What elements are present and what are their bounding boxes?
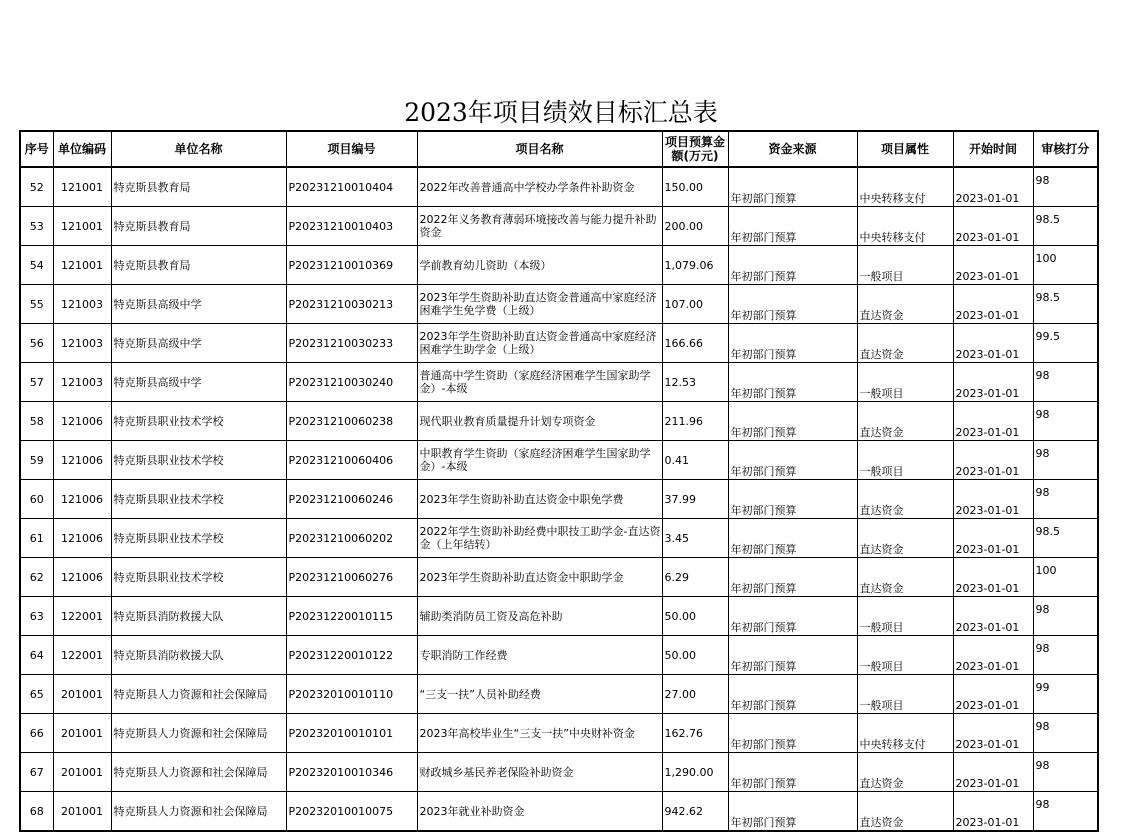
- cell-score-text: 98: [1035, 798, 1050, 811]
- cell-project-code: P20231210030213: [286, 285, 417, 324]
- cell-project-attr-text: 中央转移支付: [859, 231, 926, 244]
- table-row: [20, 558, 1098, 597]
- cell-score-text: 98: [1035, 603, 1050, 616]
- cell-budget: 200.00: [662, 207, 728, 246]
- cell-score-text: 98.5: [1035, 213, 1060, 226]
- cell-project-code: P20232010010110: [286, 675, 417, 714]
- cell-fund-source-text: 年初部门预算: [730, 816, 797, 829]
- cell-project-attr: [857, 558, 953, 597]
- cell-score: [1033, 636, 1098, 675]
- cell-start-time: [953, 167, 1033, 207]
- cell-start-time: [953, 753, 1033, 792]
- cell-project-attr: [857, 402, 953, 441]
- cell-project-attr-text: 一般项目: [859, 387, 904, 400]
- cell-seq: 65: [20, 675, 53, 714]
- cell-unit-name: 特克斯县职业技术学校: [111, 558, 286, 597]
- cell-budget: 211.96: [662, 402, 728, 441]
- summary-table: [19, 130, 1099, 832]
- cell-project-code: P20232010010346: [286, 753, 417, 792]
- header-unit-code: 单位编码: [53, 131, 111, 167]
- cell-project-name: 普通高中学生资助（家庭经济困难学生国家助学金）-本级: [417, 363, 662, 402]
- cell-project-code: P20231210060202: [286, 519, 417, 558]
- cell-project-code: P20231210060406: [286, 441, 417, 480]
- cell-fund-source-text: 年初部门预算: [730, 348, 797, 361]
- cell-unit-code: 201001: [53, 792, 111, 832]
- cell-project-code: P20231210060246: [286, 480, 417, 519]
- table-row: [20, 363, 1098, 402]
- cell-fund-source: [728, 753, 857, 792]
- header-project-attr: 项目属性: [857, 131, 953, 167]
- cell-score-text: 98: [1035, 174, 1050, 187]
- cell-project-name: 现代职业教育质量提升计划专项资金: [417, 402, 662, 441]
- cell-fund-source: [728, 558, 857, 597]
- cell-project-attr-text: 一般项目: [859, 621, 904, 634]
- cell-start-time-text: 2023-01-01: [955, 426, 1020, 439]
- cell-project-name: 财政城乡基民养老保险补助资金: [417, 753, 662, 792]
- cell-fund-source: [728, 597, 857, 636]
- cell-score-text: 99.5: [1035, 330, 1060, 343]
- cell-project-attr: [857, 363, 953, 402]
- cell-unit-code: 121001: [53, 167, 111, 207]
- cell-budget: 50.00: [662, 597, 728, 636]
- cell-start-time-text: 2023-01-01: [955, 309, 1020, 322]
- cell-fund-source: [728, 402, 857, 441]
- cell-fund-source: [728, 714, 857, 753]
- cell-project-attr-text: 直达资金: [859, 426, 904, 439]
- cell-budget: 162.76: [662, 714, 728, 753]
- cell-seq: 53: [20, 207, 53, 246]
- cell-start-time: [953, 792, 1033, 832]
- cell-project-attr-text: 直达资金: [859, 582, 904, 595]
- cell-start-time: [953, 714, 1033, 753]
- cell-score-text: 98.5: [1035, 525, 1060, 538]
- table-row: [20, 675, 1098, 714]
- cell-project-attr-text: 直达资金: [859, 504, 904, 517]
- cell-project-code: P20231210010404: [286, 167, 417, 207]
- cell-unit-code: 201001: [53, 714, 111, 753]
- cell-start-time: [953, 441, 1033, 480]
- cell-fund-source: [728, 285, 857, 324]
- cell-seq: 60: [20, 480, 53, 519]
- cell-seq: 56: [20, 324, 53, 363]
- cell-project-attr: [857, 792, 953, 832]
- cell-unit-name: 特克斯县职业技术学校: [111, 402, 286, 441]
- cell-budget: 166.66: [662, 324, 728, 363]
- cell-unit-name: 特克斯县高级中学: [111, 285, 286, 324]
- cell-start-time: [953, 246, 1033, 285]
- cell-unit-code: 121001: [53, 207, 111, 246]
- table-row: [20, 324, 1098, 363]
- table-row: [20, 792, 1098, 832]
- cell-start-time-text: 2023-01-01: [955, 231, 1020, 244]
- cell-project-name: 2023年高校毕业生“三支一扶”中央财补资金: [417, 714, 662, 753]
- cell-project-name: 2023年学生资助补助直达资金普通高中家庭经济困难学生助学金（上级）: [417, 324, 662, 363]
- cell-unit-code: 121003: [53, 363, 111, 402]
- table-row: [20, 480, 1098, 519]
- cell-project-code: P20231210010369: [286, 246, 417, 285]
- cell-unit-code: 121006: [53, 402, 111, 441]
- cell-project-name: 中职教育学生资助（家庭经济困难学生国家助学金）-本级: [417, 441, 662, 480]
- cell-fund-source-text: 年初部门预算: [730, 465, 797, 478]
- cell-project-code: P20231210060276: [286, 558, 417, 597]
- cell-unit-name: 特克斯县职业技术学校: [111, 519, 286, 558]
- cell-unit-code: 201001: [53, 675, 111, 714]
- cell-unit-code: 121003: [53, 285, 111, 324]
- cell-fund-source: [728, 675, 857, 714]
- cell-score-text: 98: [1035, 447, 1050, 460]
- header-score: 审核打分: [1033, 131, 1098, 167]
- cell-project-attr-text: 直达资金: [859, 543, 904, 556]
- cell-unit-name: 特克斯县职业技术学校: [111, 441, 286, 480]
- cell-project-code: P20231220010122: [286, 636, 417, 675]
- cell-score: [1033, 285, 1098, 324]
- cell-seq: 57: [20, 363, 53, 402]
- page-title: 2023年项目绩效目标汇总表: [404, 98, 718, 127]
- cell-start-time: [953, 207, 1033, 246]
- cell-project-attr: [857, 714, 953, 753]
- cell-seq: 62: [20, 558, 53, 597]
- cell-project-name: 2023年学生资助补助直达资金中职免学费: [417, 480, 662, 519]
- cell-fund-source-text: 年初部门预算: [730, 582, 797, 595]
- cell-budget: 27.00: [662, 675, 728, 714]
- cell-project-code: P20231220010115: [286, 597, 417, 636]
- cell-project-attr: [857, 207, 953, 246]
- cell-seq: 67: [20, 753, 53, 792]
- cell-unit-code: 121003: [53, 324, 111, 363]
- cell-budget: 6.29: [662, 558, 728, 597]
- cell-score-text: 99: [1035, 681, 1050, 694]
- cell-seq: 54: [20, 246, 53, 285]
- cell-start-time-text: 2023-01-01: [955, 465, 1020, 478]
- table-row: [20, 402, 1098, 441]
- cell-unit-name: 特克斯县消防救援大队: [111, 597, 286, 636]
- cell-score-text: 98: [1035, 759, 1050, 772]
- cell-seq: 64: [20, 636, 53, 675]
- cell-score: [1033, 246, 1098, 285]
- header-start-time: 开始时间: [953, 131, 1033, 167]
- cell-score: [1033, 441, 1098, 480]
- cell-start-time-text: 2023-01-01: [955, 192, 1020, 205]
- header-unit-name: 单位名称: [111, 131, 286, 167]
- cell-start-time-text: 2023-01-01: [955, 660, 1020, 673]
- cell-unit-code: 121006: [53, 441, 111, 480]
- cell-fund-source: [728, 480, 857, 519]
- cell-fund-source-text: 年初部门预算: [730, 387, 797, 400]
- cell-project-name: 2022年义务教育薄弱环境接改善与能力提升补助资金: [417, 207, 662, 246]
- cell-start-time: [953, 402, 1033, 441]
- cell-project-name: 辅助类消防员工资及高危补助: [417, 597, 662, 636]
- cell-start-time: [953, 519, 1033, 558]
- table-header-row: [20, 131, 1098, 167]
- cell-project-code: P20231210060238: [286, 402, 417, 441]
- cell-score-text: 98: [1035, 642, 1050, 655]
- cell-seq: 52: [20, 167, 53, 207]
- cell-seq: 63: [20, 597, 53, 636]
- cell-score: [1033, 519, 1098, 558]
- cell-start-time-text: 2023-01-01: [955, 582, 1020, 595]
- cell-score: [1033, 363, 1098, 402]
- cell-score: [1033, 792, 1098, 832]
- cell-project-code: P20231210030233: [286, 324, 417, 363]
- cell-score: [1033, 480, 1098, 519]
- table-row: [20, 714, 1098, 753]
- cell-start-time-text: 2023-01-01: [955, 816, 1020, 829]
- cell-score-text: 100: [1035, 564, 1057, 577]
- cell-score-text: 98: [1035, 486, 1050, 499]
- cell-start-time-text: 2023-01-01: [955, 777, 1020, 790]
- cell-project-attr-text: 一般项目: [859, 465, 904, 478]
- cell-unit-code: 121001: [53, 246, 111, 285]
- cell-project-attr: [857, 597, 953, 636]
- cell-fund-source: [728, 363, 857, 402]
- cell-seq: 68: [20, 792, 53, 832]
- cell-score: [1033, 714, 1098, 753]
- cell-fund-source-text: 年初部门预算: [730, 738, 797, 751]
- cell-budget: 3.45: [662, 519, 728, 558]
- cell-score-text: 98.5: [1035, 291, 1060, 304]
- cell-fund-source: [728, 324, 857, 363]
- cell-seq: 66: [20, 714, 53, 753]
- cell-start-time-text: 2023-01-01: [955, 348, 1020, 361]
- cell-fund-source: [728, 441, 857, 480]
- cell-unit-code: 121006: [53, 519, 111, 558]
- cell-start-time-text: 2023-01-01: [955, 270, 1020, 283]
- cell-project-name: 2022年学生资助补助经费中职技工助学金-直达资金（上年结转）: [417, 519, 662, 558]
- cell-project-attr: [857, 636, 953, 675]
- table-row: [20, 167, 1098, 207]
- header-seq: 序号: [20, 131, 53, 167]
- cell-unit-code: 121006: [53, 558, 111, 597]
- cell-project-code: P20232010010101: [286, 714, 417, 753]
- cell-project-attr-text: 一般项目: [859, 660, 904, 673]
- cell-unit-name: 特克斯县教育局: [111, 246, 286, 285]
- cell-project-attr: [857, 480, 953, 519]
- cell-budget: 1,079.06: [662, 246, 728, 285]
- cell-start-time: [953, 597, 1033, 636]
- cell-project-attr-text: 直达资金: [859, 309, 904, 322]
- header-project-code: 项目编号: [286, 131, 417, 167]
- cell-unit-code: 122001: [53, 597, 111, 636]
- cell-budget: 1,290.00: [662, 753, 728, 792]
- cell-score: [1033, 402, 1098, 441]
- table-row: [20, 753, 1098, 792]
- cell-unit-name: 特克斯县职业技术学校: [111, 480, 286, 519]
- cell-start-time: [953, 636, 1033, 675]
- cell-score: [1033, 675, 1098, 714]
- cell-seq: 59: [20, 441, 53, 480]
- cell-unit-name: 特克斯县人力资源和社会保障局: [111, 675, 286, 714]
- cell-score: [1033, 167, 1098, 207]
- cell-project-attr: [857, 753, 953, 792]
- cell-budget: 107.00: [662, 285, 728, 324]
- cell-score-text: 98: [1035, 720, 1050, 733]
- cell-project-attr-text: 中央转移支付: [859, 738, 926, 751]
- cell-fund-source: [728, 167, 857, 207]
- cell-project-name: “三支一扶”人员补助经费: [417, 675, 662, 714]
- cell-fund-source-text: 年初部门预算: [730, 660, 797, 673]
- cell-start-time-text: 2023-01-01: [955, 621, 1020, 634]
- cell-project-name: 学前教育幼儿资助（本级）: [417, 246, 662, 285]
- cell-start-time-text: 2023-01-01: [955, 504, 1020, 517]
- cell-budget: 50.00: [662, 636, 728, 675]
- cell-project-attr-text: 一般项目: [859, 270, 904, 283]
- cell-project-code: P20232010010075: [286, 792, 417, 832]
- cell-start-time: [953, 558, 1033, 597]
- cell-project-name: 2023年学生资助补助直达资金普通高中家庭经济困难学生免学费（上级）: [417, 285, 662, 324]
- cell-project-attr: [857, 324, 953, 363]
- cell-fund-source-text: 年初部门预算: [730, 231, 797, 244]
- cell-fund-source-text: 年初部门预算: [730, 699, 797, 712]
- cell-unit-name: 特克斯县教育局: [111, 207, 286, 246]
- cell-project-attr: [857, 519, 953, 558]
- cell-project-attr-text: 直达资金: [859, 777, 904, 790]
- cell-project-attr-text: 一般项目: [859, 699, 904, 712]
- cell-score: [1033, 324, 1098, 363]
- cell-start-time: [953, 285, 1033, 324]
- table-row: [20, 597, 1098, 636]
- cell-unit-name: 特克斯县消防救援大队: [111, 636, 286, 675]
- cell-fund-source-text: 年初部门预算: [730, 192, 797, 205]
- header-project-name: 项目名称: [417, 131, 662, 167]
- cell-project-name: 专职消防工作经费: [417, 636, 662, 675]
- cell-budget: 37.99: [662, 480, 728, 519]
- cell-start-time-text: 2023-01-01: [955, 699, 1020, 712]
- cell-start-time: [953, 324, 1033, 363]
- table-row: [20, 441, 1098, 480]
- cell-project-name: 2023年就业补助资金: [417, 792, 662, 832]
- cell-project-name: 2022年改善普通高中学校办学条件补助资金: [417, 167, 662, 207]
- cell-score-text: 98: [1035, 369, 1050, 382]
- cell-unit-code: 201001: [53, 753, 111, 792]
- cell-project-name: 2023年学生资助补助直达资金中职助学金: [417, 558, 662, 597]
- cell-start-time: [953, 363, 1033, 402]
- cell-project-attr-text: 直达资金: [859, 348, 904, 361]
- cell-unit-name: 特克斯县人力资源和社会保障局: [111, 714, 286, 753]
- cell-fund-source-text: 年初部门预算: [730, 777, 797, 790]
- cell-start-time: [953, 675, 1033, 714]
- cell-unit-name: 特克斯县人力资源和社会保障局: [111, 792, 286, 832]
- cell-unit-code: 121006: [53, 480, 111, 519]
- cell-budget: 150.00: [662, 167, 728, 207]
- cell-project-attr-text: 直达资金: [859, 816, 904, 829]
- cell-fund-source: [728, 636, 857, 675]
- cell-project-attr: [857, 167, 953, 207]
- cell-score: [1033, 597, 1098, 636]
- cell-unit-name: 特克斯县人力资源和社会保障局: [111, 753, 286, 792]
- table-row: [20, 519, 1098, 558]
- cell-score: [1033, 207, 1098, 246]
- cell-start-time: [953, 480, 1033, 519]
- cell-project-attr: [857, 285, 953, 324]
- cell-seq: 55: [20, 285, 53, 324]
- cell-fund-source-text: 年初部门预算: [730, 504, 797, 517]
- cell-unit-name: 特克斯县高级中学: [111, 363, 286, 402]
- cell-budget: 0.41: [662, 441, 728, 480]
- cell-unit-name: 特克斯县高级中学: [111, 324, 286, 363]
- cell-fund-source-text: 年初部门预算: [730, 543, 797, 556]
- cell-budget: 942.62: [662, 792, 728, 832]
- cell-project-attr-text: 中央转移支付: [859, 192, 926, 205]
- cell-start-time-text: 2023-01-01: [955, 738, 1020, 751]
- header-budget: 项目预算金额(万元): [662, 131, 728, 167]
- cell-score-text: 100: [1035, 252, 1057, 265]
- cell-fund-source: [728, 519, 857, 558]
- header-fund-source: 资金来源: [728, 131, 857, 167]
- table-row: [20, 246, 1098, 285]
- cell-fund-source: [728, 207, 857, 246]
- cell-project-code: P20231210030240: [286, 363, 417, 402]
- cell-start-time-text: 2023-01-01: [955, 543, 1020, 556]
- cell-score-text: 98: [1035, 408, 1050, 421]
- cell-fund-source: [728, 246, 857, 285]
- cell-project-attr: [857, 246, 953, 285]
- cell-unit-name: 特克斯县教育局: [111, 167, 286, 207]
- table-row: [20, 285, 1098, 324]
- cell-seq: 61: [20, 519, 53, 558]
- cell-score: [1033, 558, 1098, 597]
- cell-seq: 58: [20, 402, 53, 441]
- cell-score: [1033, 753, 1098, 792]
- cell-project-attr: [857, 675, 953, 714]
- cell-fund-source-text: 年初部门预算: [730, 621, 797, 634]
- cell-fund-source: [728, 792, 857, 832]
- cell-unit-code: 122001: [53, 636, 111, 675]
- cell-project-code: P20231210010403: [286, 207, 417, 246]
- cell-budget: 12.53: [662, 363, 728, 402]
- cell-fund-source-text: 年初部门预算: [730, 309, 797, 322]
- cell-fund-source-text: 年初部门预算: [730, 426, 797, 439]
- table-row: [20, 636, 1098, 675]
- cell-project-attr: [857, 441, 953, 480]
- cell-start-time-text: 2023-01-01: [955, 387, 1020, 400]
- cell-fund-source-text: 年初部门预算: [730, 270, 797, 283]
- table-row: [20, 207, 1098, 246]
